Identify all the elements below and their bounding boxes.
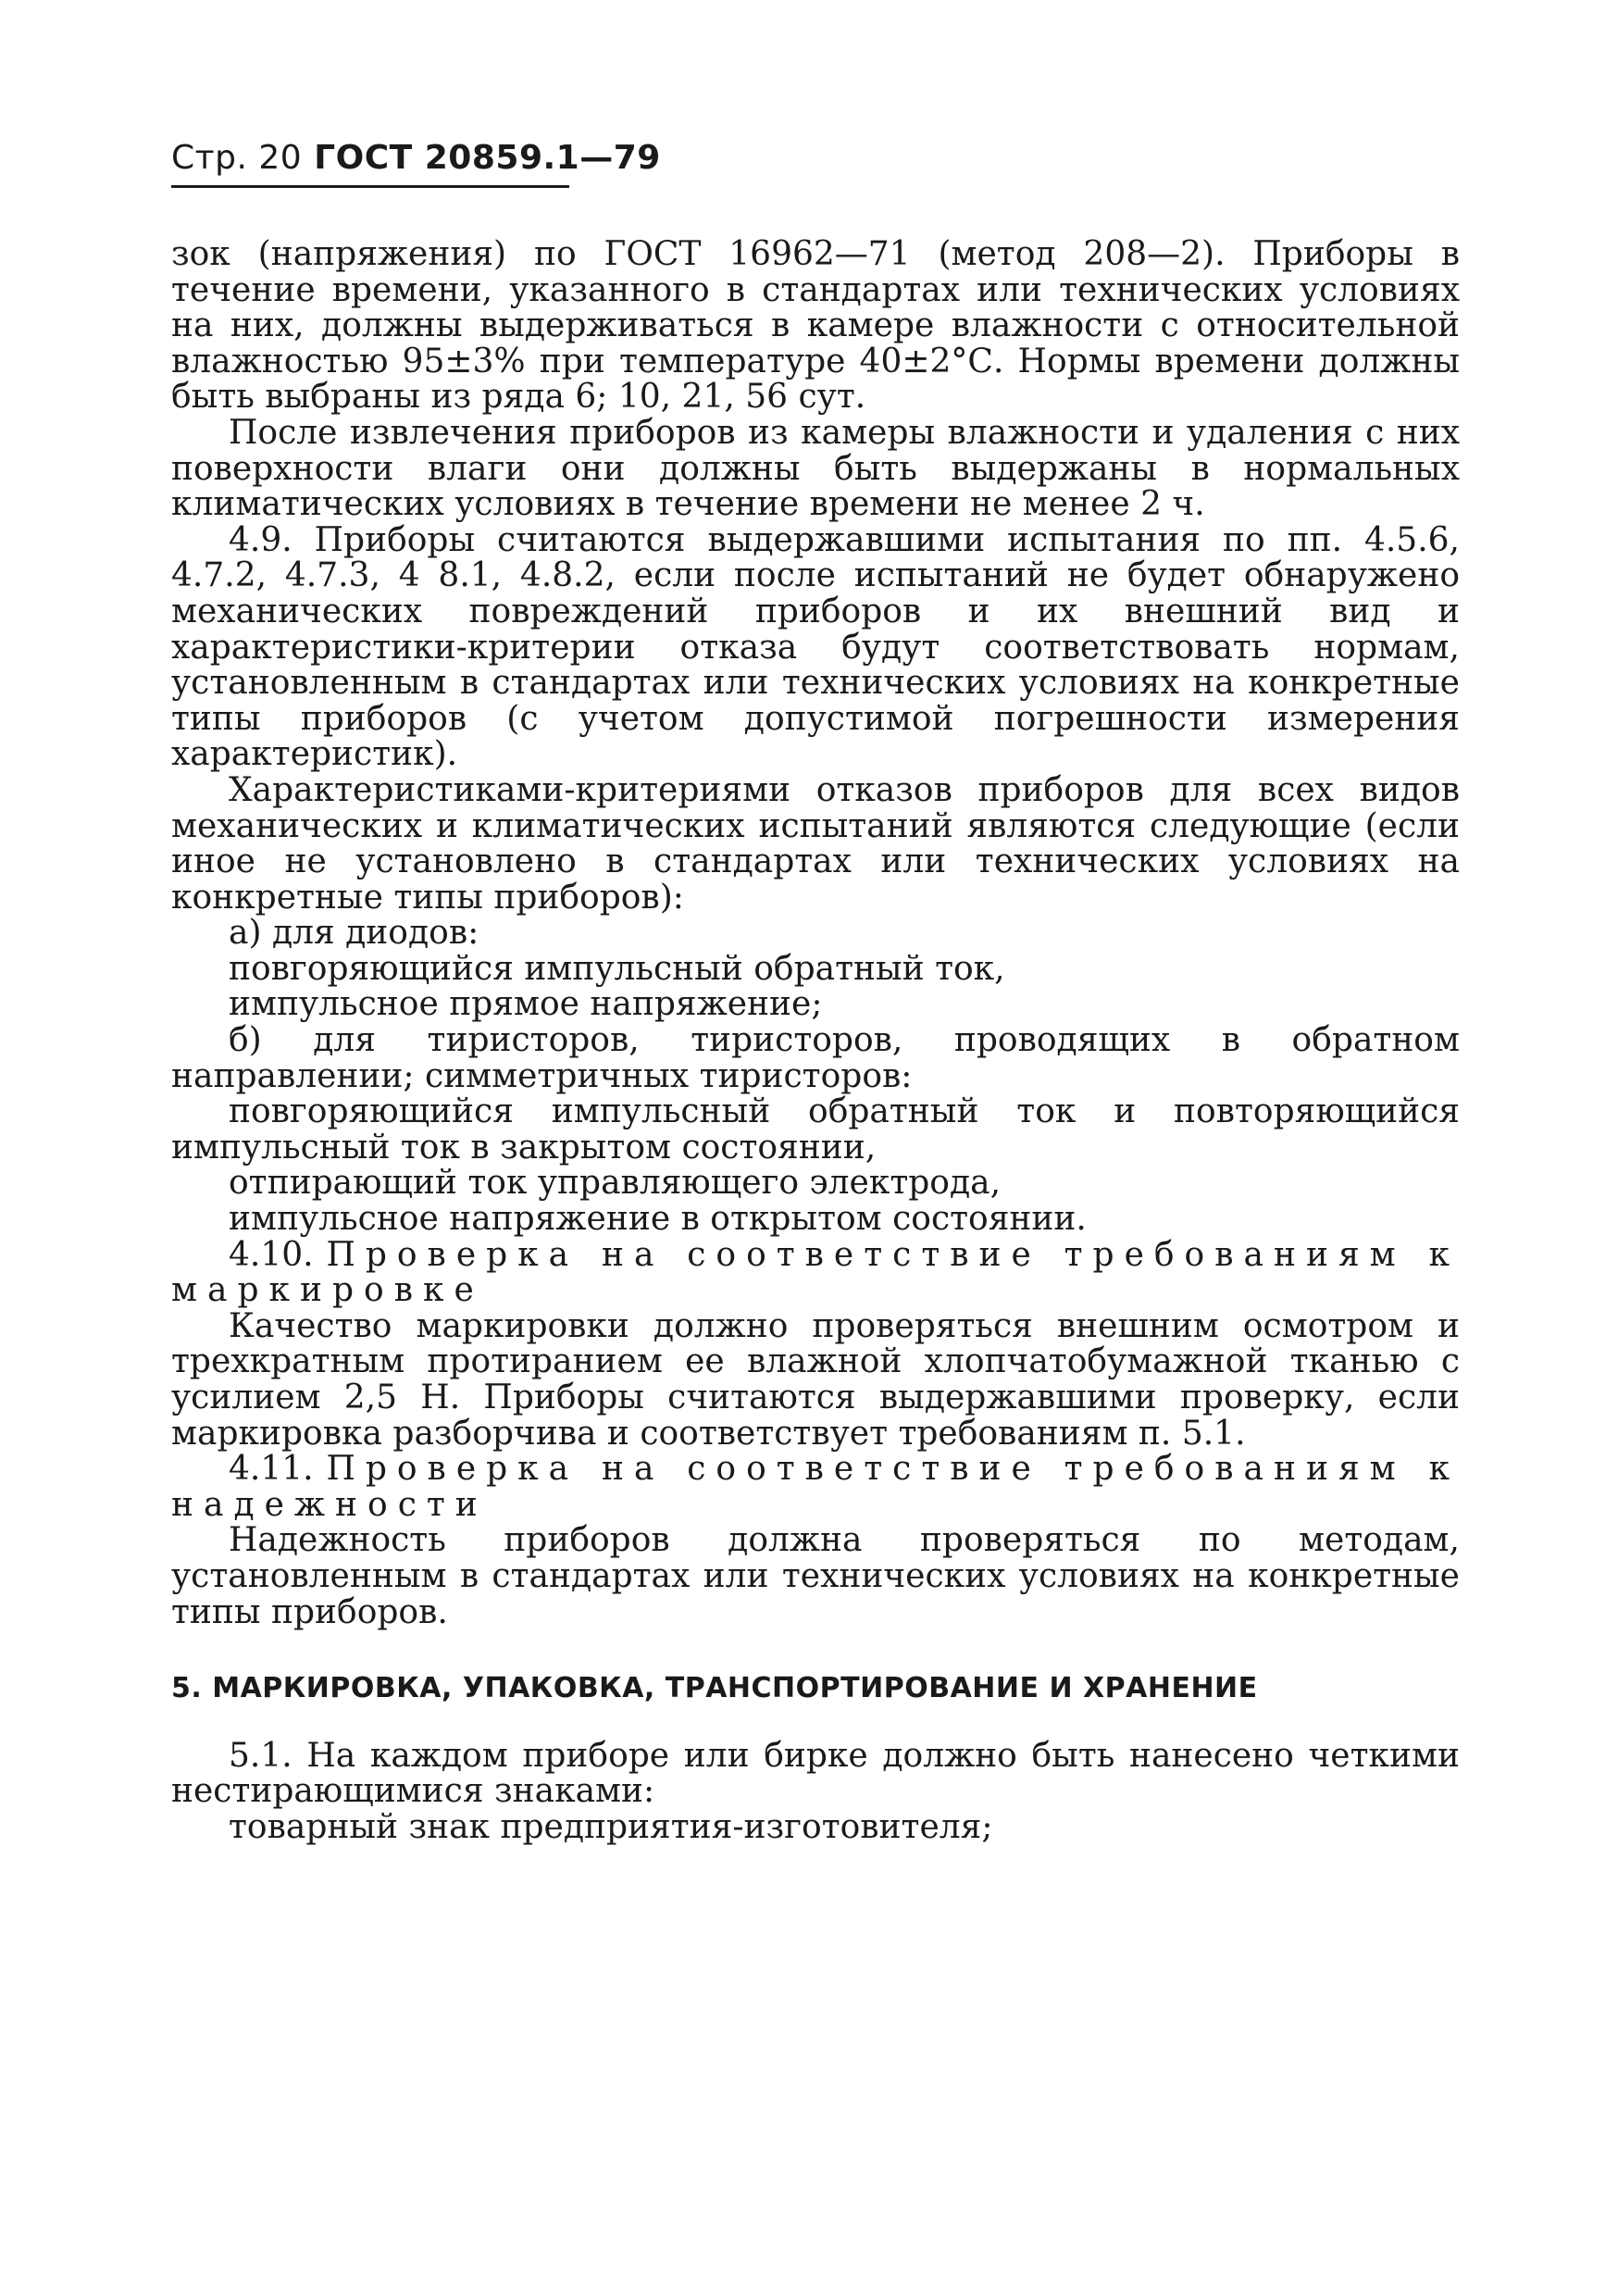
list-item: а) для диодов: xyxy=(229,914,479,953)
clause-heading-4-10 xyxy=(171,1235,1460,1310)
document-body xyxy=(171,237,1460,1846)
clause-number: 4.10. xyxy=(229,1235,314,1274)
clause-title: Проверка на соответствие требованиям к маркировке xyxy=(171,1235,1460,1310)
header-rule xyxy=(171,185,569,188)
clause-title: Проверка на соответствие требованиям к надежности xyxy=(171,1450,1460,1524)
list-item: повгоряющийся импульсный обратный ток и повторяющийся импульсный ток в закрытом состоянии, xyxy=(171,1092,1460,1167)
list-item: повгоряющийся импульсный обратный ток, xyxy=(229,949,1005,988)
clause-number: 4.11. xyxy=(229,1450,314,1489)
paragraph: После извлечения приборов из камеры влажности и удаления с них поверхности влаги они должны быть выдержаны в нормальных климатических условиях в течение времени не менее 2 ч. xyxy=(171,413,1460,524)
document-code: ГОСТ 20859.1—79 xyxy=(314,139,661,177)
page-header xyxy=(171,139,661,177)
list-item: отпирающий ток управляющего электрода, xyxy=(229,1164,1002,1203)
page-number: Стр. 20 xyxy=(171,139,303,177)
list-item: товарный знак предприятия-изготовителя; xyxy=(229,1807,993,1846)
section-heading: 5. МАРКИРОВКА, УПАКОВКА, ТРАНСПОРТИРОВАНИЕ И ХРАНЕНИЕ xyxy=(171,1672,1258,1705)
paragraph-5-1: 5.1. На каждом приборе или бирке должно быть нанесено четкими нестирающимися знаками: xyxy=(171,1736,1460,1811)
paragraph: Качество маркировки должно проверяться внешним осмотром и трехкратным протиранием ее влажной хлопчатобумажной тканью с усилием 2,5 Н. Приборы считаются выдержавшими проверку, если маркировка разборчива и соответствует требованиям п. 5.1. xyxy=(171,1306,1460,1453)
list-item: импульсное напряжение в открытом состоянии. xyxy=(229,1200,1087,1239)
paragraph: Надежность приборов должна проверяться по методам, установленным в стандартах или технических условиях на конкретные типы приборов. xyxy=(171,1521,1460,1631)
paragraph: Характеристиками-критериями отказов приборов для всех видов механических и климатических испытаний являются следующие (если иное не установлено в стандартах или технических условиях на конкретные типы приборов): xyxy=(171,770,1460,917)
list-item: импульсное прямое напряжение; xyxy=(229,985,823,1024)
list-item: б) для тиристоров, тиристоров, проводящих в обратном направлении; симметричных тиристоров: xyxy=(171,1021,1460,1095)
clause-heading-4-11 xyxy=(171,1452,1460,1523)
paragraph: зок (напряжения) по ГОСТ 16962—71 (метод 208—2). Приборы в течение времени, указанного в стандартах или технических условиях на них, должны выдерживаться в камере влажности с относительной влажностью 95±3% при температуре 40±2°С. Нормы времени должны быть выбраны из ряда 6; 10, 21, 56 сут. xyxy=(171,235,1460,417)
paragraph-4-9: 4.9. Приборы считаются выдержавшими испытания по пп. 4.5.6, 4.7.2, 4.7.3, 4 8.1, 4.8.2, если после испытаний не будет обнаружено механических повреждений приборов и их внешний вид и характеристики-критерии отказа будут соответствовать нормам, установленным в стандартах или технических условиях на конкретные типы приборов (с учетом допустимой погрешности измерения характеристик). xyxy=(171,520,1460,774)
